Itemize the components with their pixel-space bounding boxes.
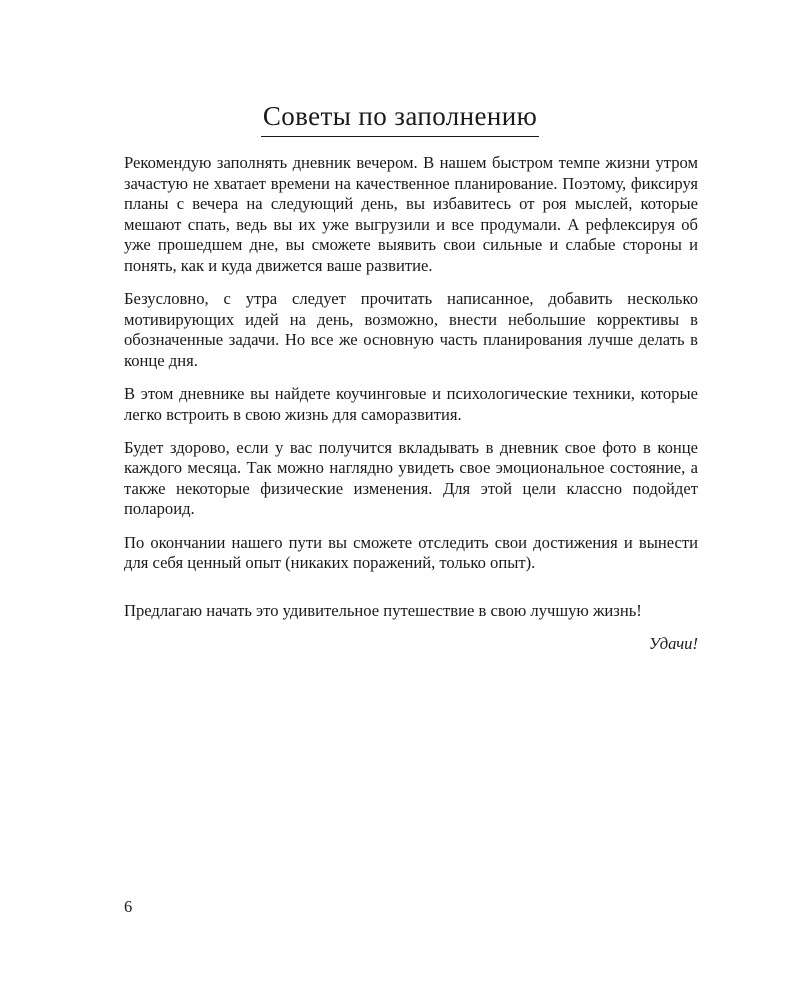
title-wrapper xyxy=(0,82,800,155)
spacer xyxy=(124,586,698,601)
paragraph-1: Рекомендую заполнять дневник вечером. В нашем быстром темпе жизни утром зачастую не хватает времени на качественное планирование. Поэтому, фиксируя планы с вечера на следующий день, вы избавитесь от роя мыслей, которые мешают спать, ведь вы их уже выгрузили и все продумали. А рефлексируя об уже прошедшем дне, вы сможете выявить свои сильные и слабые стороны и понять, как и куда движется ваше развитие. xyxy=(124,153,698,275)
paragraph-4: Будет здорово, если у вас получится вкладывать в дневник свое фото в конце каждого месяца. Так можно наглядно увидеть свое эмоциональное состояние, а также некоторые физические изменения. Для этой цели классно подойдет полароид. xyxy=(124,437,698,519)
body-text xyxy=(124,153,698,667)
page-title: Советы по заполнению xyxy=(261,100,539,137)
paragraph-2: Безусловно, с утра следует прочитать написанное, добавить несколько мотивирующих идей на день, возможно, внести небольшие коррективы в обозначенные задачи. Но все же основную часть планирования лучше делать в конце дня. xyxy=(124,289,698,370)
page-number: 6 xyxy=(124,897,133,916)
closing-line: Предлагаю начать это удивительное путешествие в свою лучшую жизнь! xyxy=(124,601,642,621)
paragraph-5: По окончании нашего пути вы сможете отследить свои достижения и вынести для себя ценный опыт (никаких поражений, только опыт). xyxy=(124,532,698,573)
signoff: Удачи! xyxy=(648,634,698,654)
paragraph-3: В этом дневнике вы найдете коучинговые и психологические техники, которые легко встроить в свою жизнь для саморазвития. xyxy=(124,383,698,424)
